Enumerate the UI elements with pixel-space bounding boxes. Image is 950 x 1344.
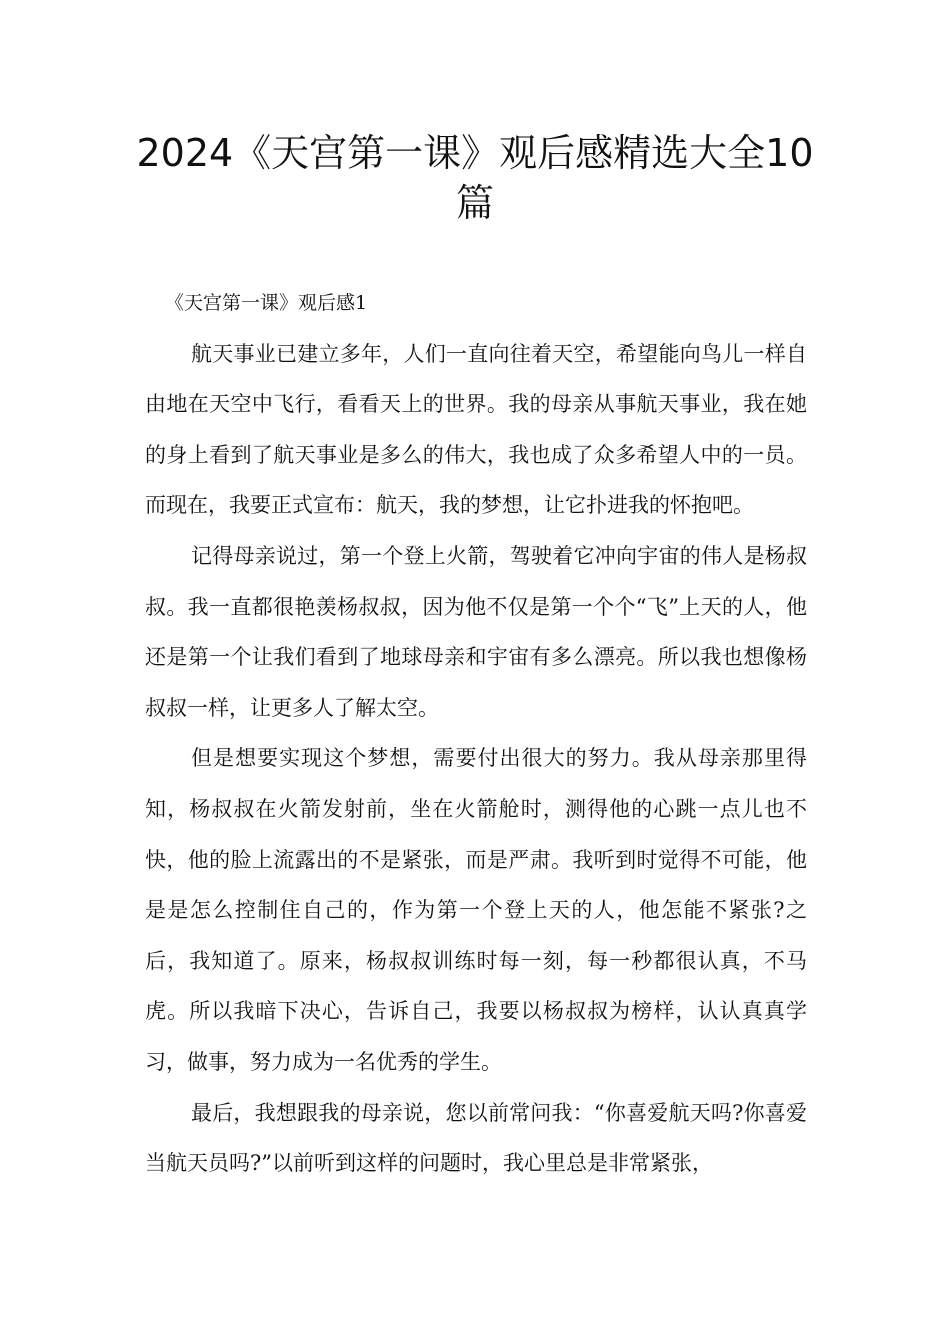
paragraph-1: 航天事业已建立多年，人们一直向往着天空，希望能向鸟儿一样自由地在天空中飞行，看看天上的世界。我的母亲从事航天事业，我在她的身上看到了航天事业是多么的伟大，我也成了众多希望人中的一员。而现在，我要正式宣布：航天，我的梦想，让它扑进我的怀抱吧。 bbox=[145, 341, 807, 518]
paragraph-3: 但是想要实现这个梦想，需要付出很大的努力。我从母亲那里得知，杨叔叔在火箭发射前，坐在火箭舱时，测得他的心跳一点儿也不快，他的脸上流露出的不是紧张，而是严肃。我听到时觉得不可能，他是是怎么控制住自己的，作为第一个登上天的人，他怎能不紧张?之后，我知道了。原来，杨叔叔训练时每一刻，每一秒都很认真，不马虎。所以我暗下决心，告诉自己，我要以杨叔叔为榜样，认认真真学习，做事，努力成为一名优秀的学生。 bbox=[145, 746, 807, 1074]
section-heading: 《天宫第一课》观后感1 bbox=[165, 292, 368, 314]
document-body bbox=[145, 278, 807, 1189]
document-title: 2024《天宫第一课》观后感精选大全10篇 bbox=[136, 131, 814, 225]
paragraph-4: 最后，我想跟我的母亲说，您以前常问我：“你喜爱航天吗?你喜爱当航天员吗?”以前听到这样的问题时，我心里总是非常紧张， bbox=[145, 1100, 807, 1176]
paragraph-2: 记得母亲说过，第一个登上火箭，驾驶着它冲向宇宙的伟人是杨叔叔。我一直都很艳羡杨叔叔，因为他不仅是第一个个“飞”上天的人，他还是第一个让我们看到了地球母亲和宇宙有多么漂亮。所以我也想像杨叔叔一样，让更多人了解太空。 bbox=[145, 543, 807, 720]
